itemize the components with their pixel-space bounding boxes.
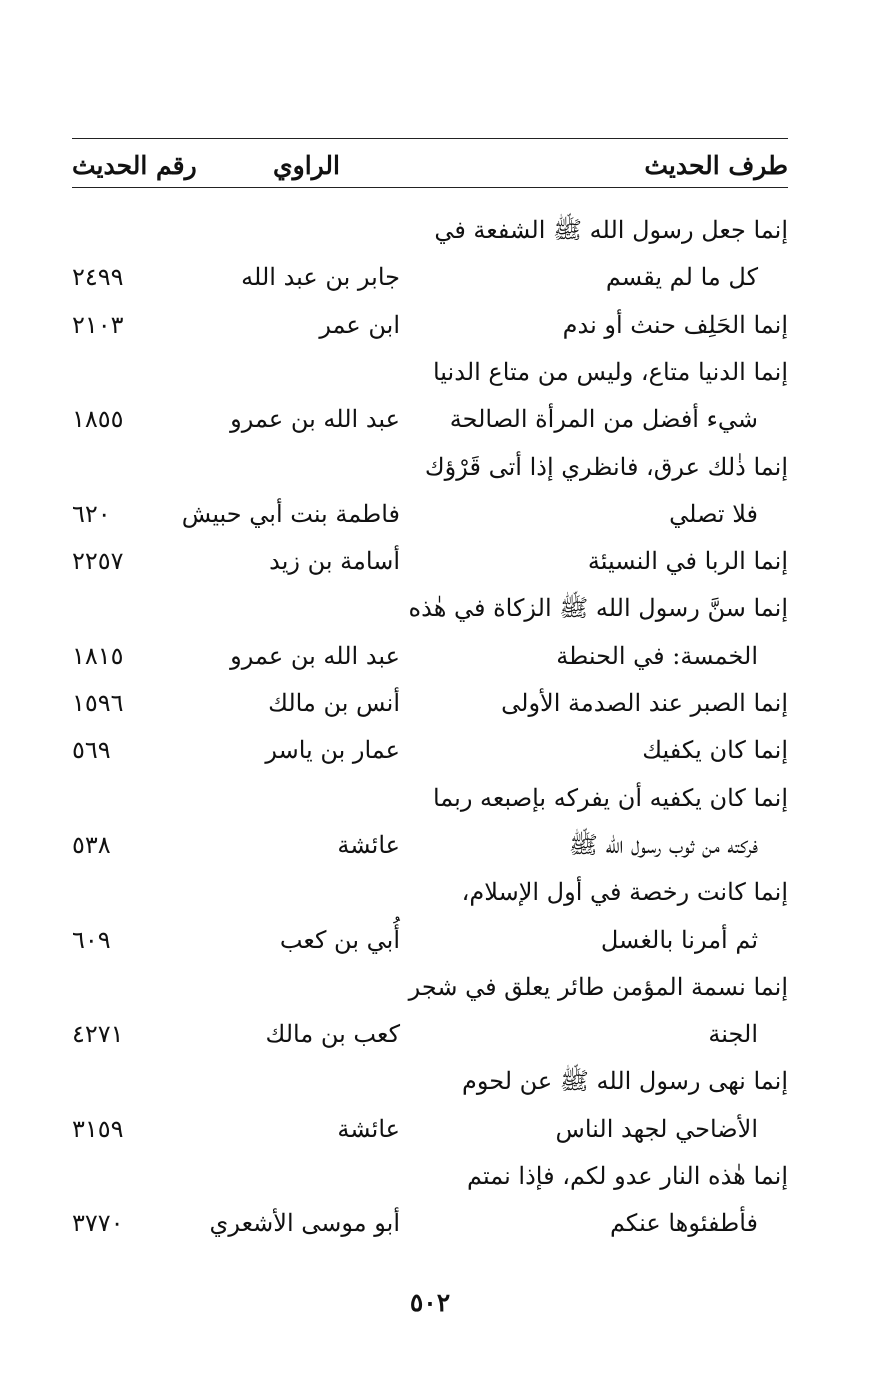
hadith-text-line: إنما ذٰلك عرق، فانظري إذا أتى قَرْؤك: [424, 452, 788, 481]
narrator-name: عائشة: [337, 1114, 400, 1143]
hadith-text-line: كل ما لم يقسم: [605, 263, 758, 292]
narrator-name: ابن عمر: [319, 310, 400, 339]
hadith-number: ١٥٩٦: [72, 689, 124, 717]
hadith-text-line: إنما كان يكفيه أن يفركه بإصبعه ربما: [432, 783, 788, 812]
header-narrator: الراوي: [273, 151, 340, 180]
narrator-name: فاطمة بنت أبي حبيش: [181, 499, 400, 528]
hadith-text-line: إنما الصبر عند الصدمة الأولى: [501, 689, 788, 717]
index-page: [72, 138, 788, 1338]
narrator-name: عبد الله بن عمرو: [230, 405, 400, 434]
narrator-name: أبو موسى الأشعري: [209, 1209, 400, 1238]
hadith-text-line: فركته من ثوب رسول الله ﷺ: [568, 830, 758, 859]
narrator-name: عبد الله بن عمرو: [230, 641, 400, 670]
hadith-number: ١٨١٥: [72, 641, 124, 670]
hadith-number: ٦٢٠: [72, 499, 111, 528]
hadith-number: ٢١٠٣: [72, 310, 124, 339]
hadith-text-line: إنما الربا في النسيئة: [587, 547, 788, 576]
hadith-number: ٣٧٧٠: [72, 1209, 124, 1238]
page-number: ٥٠٢: [409, 1288, 451, 1317]
hadith-text-line: إنما نسمة المؤمن طائر يعلق في شجر: [408, 972, 788, 1001]
hadith-number: ٤٢٧١: [72, 1020, 124, 1049]
narrator-name: كعب بن مالك: [265, 1020, 400, 1049]
hadith-text-line: الخمسة: في الحنطة: [556, 641, 758, 670]
hadith-text-line: إنما الدنيا متاع، وليس من متاع الدنيا: [432, 357, 788, 386]
hadith-number: ٥٣٨: [72, 830, 111, 859]
hadith-text-line: فلا تصلي: [669, 499, 758, 528]
hadith-text-line: إنما هٰذه النار عدو لكم، فإذا نمتم: [467, 1162, 788, 1190]
header-number: رقم الحديث: [72, 151, 197, 180]
hadith-text-line: فأطفئوها عنكم: [609, 1209, 758, 1238]
top-rule: [72, 138, 788, 139]
narrator-name: أُبي بن كعب: [279, 925, 400, 954]
hadith-text-line: شيء أفضل من المرأة الصالحة: [449, 405, 758, 434]
hadith-text-line: إنما كانت رخصة في أول الإسلام،: [461, 878, 788, 907]
hadith-text-line: إنما جعل رسول الله ﷺ الشفعة في: [434, 216, 788, 244]
hadith-number: ٣١٥٩: [72, 1114, 124, 1143]
hadith-text-line: الأضاحي لجهد الناس: [555, 1114, 758, 1143]
narrator-name: جابر بن عبد الله: [241, 263, 400, 292]
header-rule: [72, 187, 788, 188]
hadith-text-line: ثم أمرنا بالغسل: [600, 925, 758, 954]
hadith-text-line: إنما كان يكفيك: [642, 736, 788, 765]
hadith-text-line: إنما سنَّ رسول الله ﷺ الزكاة في هٰذه: [408, 594, 788, 623]
narrator-name: أسامة بن زيد: [269, 547, 400, 576]
narrator-name: أنس بن مالك: [268, 689, 400, 717]
hadith-number: ٥٦٩: [72, 736, 111, 765]
hadith-number: ١٨٥٥: [72, 405, 124, 434]
header-hadith: طرف الحديث: [644, 151, 788, 180]
hadith-number: ٢٤٩٩: [72, 263, 124, 292]
hadith-text-line: الجنة: [708, 1020, 758, 1049]
narrator-name: عائشة: [337, 830, 400, 859]
hadith-text-line: إنما الحَلِف حنث أو ندم: [562, 310, 788, 339]
hadith-number: ٦٠٩: [72, 925, 111, 954]
narrator-name: عمار بن ياسر: [265, 736, 400, 765]
hadith-number: ٢٢٥٧: [72, 547, 124, 576]
hadith-text-line: إنما نهى رسول الله ﷺ عن لحوم: [461, 1067, 788, 1096]
